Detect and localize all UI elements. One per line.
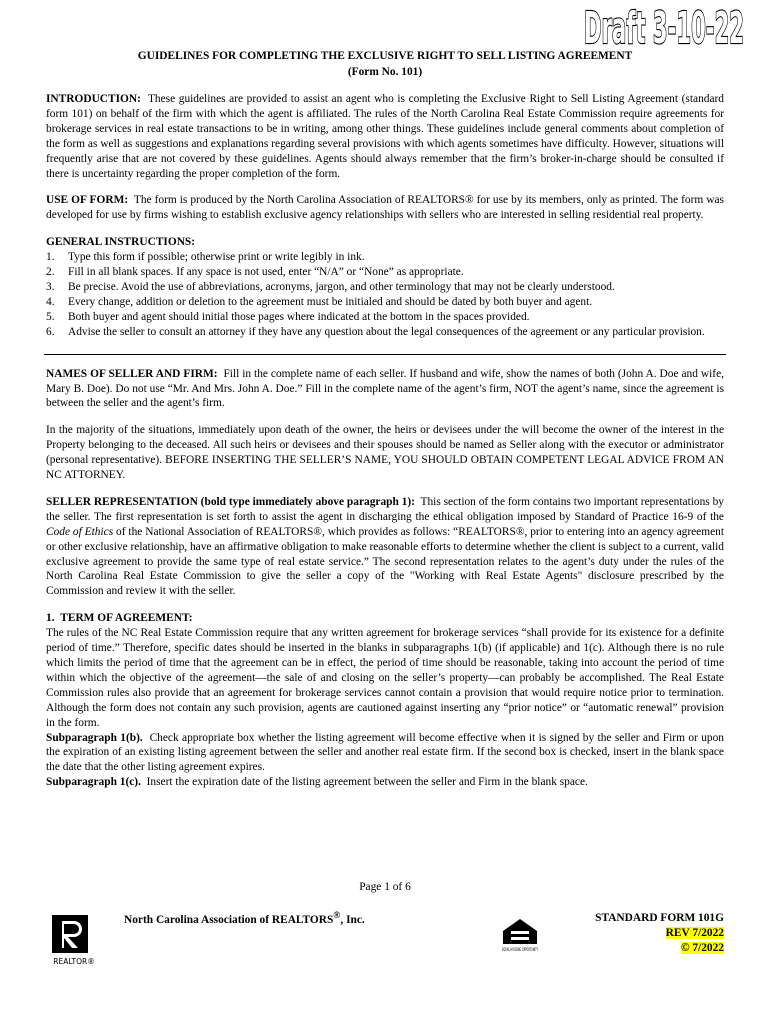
draft-stamp-text: Draft 3-10-22 xyxy=(584,3,744,54)
list-item xyxy=(46,250,724,265)
code-of-ethics-title: Code of Ethics xyxy=(46,525,114,538)
list-item-text: Type this form if possible; otherwise print or write legibly in ink. xyxy=(68,251,365,264)
subparagraph-1c xyxy=(46,775,724,790)
subparagraph-1b xyxy=(46,731,724,776)
equal-housing-text: EQUAL HOUSING OPPORTUNITY xyxy=(502,947,539,952)
use-of-form-heading: USE OF FORM: xyxy=(46,194,129,207)
term-number: 1. xyxy=(46,612,55,625)
term-section xyxy=(46,611,724,790)
list-item-text: Be precise. Avoid the use of abbreviations, acronyms, jargon, and other terminology that may not be clearly understood. xyxy=(68,280,615,293)
list-item xyxy=(46,325,724,340)
title-line-2: (Form No. 101) xyxy=(347,66,423,78)
introduction-paragraph xyxy=(46,92,724,181)
seller-representation-text-a: This section of the form contains two important representations by the seller. The first representation is set forth to assist the agent in discharging the ethical obligation imposed by Standard of Practice 16-9 of the xyxy=(46,495,724,523)
term-text: The rules of the NC Real Estate Commission require that any written agreement for brokerage services “shall provide for its existence for a definite period of time.” Therefore, specific dates should be inserted in the blanks in subparagraphs 1(b) (if applicable) and 1(c). Although there is no rule which limits the period of time that the agreement can be in effect, the period of time should be reasonable, taking into account the period of time within which the objective of the agreement—the sale of and closing on the seller’s property—can probably be accomplished. The Real Estate Commission rules also provide that an agreement for brokerage services cannot contain a provision that would require notice prior to termination. Although the form does not contain any such provision, agents are cautioned against inserting any “prior notice” or “automatic renewal” provision in the form. xyxy=(46,627,724,729)
draft-stamp xyxy=(580,2,748,54)
names-paragraph xyxy=(46,367,724,412)
subparagraph-1c-text: Insert the expiration date of the listing agreement between the seller and Firm in the blank space. xyxy=(146,776,588,789)
seller-representation-text-b: of the National Association of REALTORS®, which provides as follows: “REALTORS®, prior to entering into an agency agreement or other exclusive relationship, have an affirmative obligation to make reasonable efforts to determine whether the client is subject to a current, valid exclusive agreement to provide the same type of real estate service.” The second representation relates to the agent’s duty under the rules of the North Carolina Real Estate Commission to give the seller a copy of the "Working with Real Estate Agents" disclosure prescribed by the Commission and review it with the seller. xyxy=(46,525,724,598)
document-body xyxy=(46,92,724,790)
list-item-text: Every change, addition or deletion to the agreement must be initialed and should be dated by both buyer and agent. xyxy=(68,295,593,308)
heirs-paragraph: In the majority of the situations, immediately upon death of the owner, the heirs or devisees under the will become the owner of the interest in the Property belonging to the deceased. All such heirs or devisees and their spouses should be named as Seller along with the executor or administrator (personal representative). BEFORE INSERTING THE SELLER’S NAME, YOU SHOULD OBTAIN COMPETENT LEGAL ADVICE FROM AN NC ATTORNEY. xyxy=(46,424,724,482)
list-item xyxy=(46,310,724,325)
footer-form-info xyxy=(595,911,724,956)
equal-housing-house-icon xyxy=(500,916,540,956)
realtor-r-icon xyxy=(50,915,98,967)
names-text: Fill in the complete name of each seller. If husband and wife, show the names of both (John A. Doe and wife, Mary B. Doe). Do not use “Mr. And Mrs. John A. Doe.” Fill in the complete name of the agent’s firm, NOT the agent’s name, since the agreement is between the seller and the agent’s firm. xyxy=(46,367,724,410)
list-item xyxy=(46,295,724,310)
use-of-form-text: The form is produced by the North Carolina Association of REALTORS® for use by its members, only as printed. The form was developed for use by firms wishing to establish exclusive agency relationships with sellers who are interested in selling residential real property. xyxy=(46,194,724,222)
term-heading-text: TERM OF AGREEMENT: xyxy=(60,612,193,625)
organization-name: North Carolina Association of REALTORS xyxy=(124,913,334,926)
section-divider xyxy=(44,354,726,355)
list-item xyxy=(46,280,724,295)
list-item-number: 5. xyxy=(46,310,55,323)
general-instructions-list xyxy=(46,250,724,339)
list-item-number: 4. xyxy=(46,295,55,308)
page-number: Page 1 of 6 xyxy=(359,881,411,893)
list-item xyxy=(46,265,724,280)
seller-representation-heading: SELLER REPRESENTATION (bold type immediately above paragraph 1): xyxy=(46,495,415,508)
list-item-number: 6. xyxy=(46,325,55,338)
list-item-number: 1. xyxy=(46,251,55,264)
names-heading: NAMES OF SELLER AND FIRM: xyxy=(46,367,218,380)
list-item-number: 2. xyxy=(46,266,55,279)
organization-suffix: , Inc. xyxy=(340,913,365,926)
footer-organization xyxy=(124,911,365,926)
form-number: STANDARD FORM 101G xyxy=(595,912,724,924)
list-item-number: 3. xyxy=(46,280,55,293)
realtor-logo xyxy=(50,915,98,967)
introduction-heading: INTRODUCTION: xyxy=(46,93,141,105)
equal-housing-logo xyxy=(500,916,540,956)
seller-representation-paragraph xyxy=(46,495,724,599)
general-instructions-heading: GENERAL INSTRUCTIONS: xyxy=(46,236,196,249)
subparagraph-1b-label: Subparagraph 1(b). xyxy=(46,731,143,744)
title-line-1: GUIDELINES FOR COMPLETING THE EXCLUSIVE RIGHT TO SELL LISTING AGREEMENT xyxy=(137,50,633,62)
document-title xyxy=(46,48,724,80)
term-heading xyxy=(46,611,724,626)
general-instructions-section xyxy=(46,235,724,339)
realtor-logo-text: REALTOR® xyxy=(53,957,95,966)
draft-stamp-graphic xyxy=(580,2,748,54)
use-of-form-paragraph xyxy=(46,193,724,223)
registered-mark: ® xyxy=(333,911,341,921)
subparagraph-1c-label: Subparagraph 1(c). xyxy=(46,776,141,789)
revision-date: REV 7/2022 xyxy=(665,927,724,939)
list-item-text: Both buyer and agent should initial those pages where indicated at the bottom in the spaces provided. xyxy=(68,310,530,323)
subparagraph-1b-text: Check appropriate box whether the listing agreement will become effective when it is signed by the seller and Firm or upon the expiration of an existing listing agreement between the seller and another real estate firm. If the second box is checked, insert in the blank space the date that the other listing agreement expires. xyxy=(46,731,724,774)
introduction-text: These guidelines are provided to assist an agent who is completing the Exclusive Right to Sell Listing Agreement (standard form 101) on behalf of the firm with which the agent is affiliated. The rules of the North Carolina Real Estate Commission require agreements for brokerage services in real estate transactions to be in writing, among other things. These guidelines include general comments about completion of the form as well as suggestions and explanations regarding several provisions with which agents sometimes have difficulty. However, situations will frequently arise that are not covered by these guidelines. Agents should always remember that the firm’s broker-in-charge should be consulted if there is uncertainty regarding the proper completion of the form. xyxy=(46,93,725,180)
copyright-date: © 7/2022 xyxy=(681,942,724,954)
list-item-text: Fill in all blank spaces. If any space is not used, enter “N/A” or “None” as appropriate. xyxy=(68,266,464,279)
list-item-text: Advise the seller to consult an attorney if they have any question about the legal consequences of the agreement or any particular provision. xyxy=(68,325,705,338)
